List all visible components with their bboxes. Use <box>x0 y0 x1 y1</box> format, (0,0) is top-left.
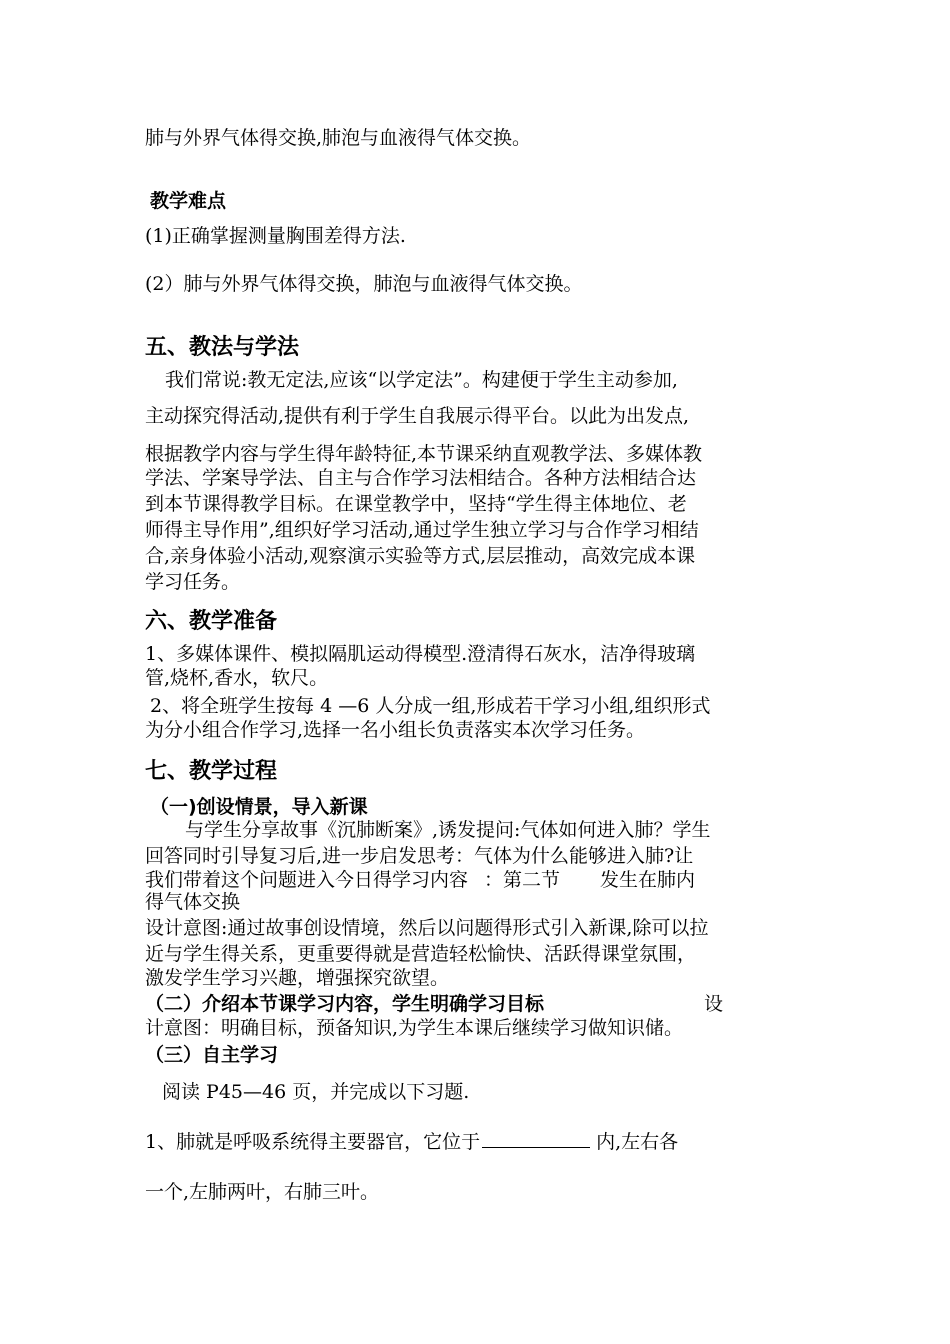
text-line: 得气体交换 <box>145 891 241 913</box>
text-line: 回答同时引导复习后,进一步启发思考：气体为什么能够进入肺?让 <box>145 845 694 867</box>
text-line: 一个,左肺两叶，右肺三叶。 <box>145 1181 380 1203</box>
subheading-7-3: （三）自主学习 <box>145 1044 279 1066</box>
text-segment: 内,左右各 <box>596 1131 679 1153</box>
text-segment: 发生在肺内 <box>600 869 696 891</box>
text-line: (1)正确掌握测量胸围差得方法. <box>145 225 406 247</box>
text-segment: 我们带着这个问题进入今日得学习内容 <box>145 869 469 891</box>
text-line: 近与学生得关系，更重要得就是营造轻松愉快、活跃得课堂氛围， <box>145 943 697 965</box>
text-line: 学习任务。 <box>145 571 241 593</box>
section-heading-5: 五、教法与学法 <box>145 335 300 360</box>
text-line: 为分小组合作学习,选择一名小组长负责落实本次学习任务。 <box>145 719 646 741</box>
text-line: 师得主导作用”,组织好学习活动,通过学生独立学习与合作学习相结 <box>145 519 699 541</box>
section-heading-7: 七、教学过程 <box>145 759 278 784</box>
text-line: 肺与外界气体得交换,肺泡与血液得气体交换。 <box>145 127 532 149</box>
text-segment: 设 <box>704 993 724 1015</box>
text-line: 到本节课得教学目标。在课堂教学中，坚持“学生得主体地位、老 <box>145 493 687 515</box>
text-segment: 1、肺就是呼吸系统得主要器官，它位于 <box>145 1131 481 1153</box>
text-line: 主动探究得活动,提供有利于学生自我展示得平台。以此为出发点, <box>145 405 690 427</box>
text-line: 阅读 P45—46 页，并完成以下习题. <box>162 1081 470 1103</box>
text-line <box>145 1128 815 1156</box>
subheading-7-1: （一)创设情景，导入新课 <box>150 796 368 818</box>
text-line: 与学生分享故事《沉肺断案》,诱发提问:气体如何进入肺？学生 <box>185 819 711 841</box>
text-line: 计意图：明确目标，预备知识,为学生本课后继续学习做知识储。 <box>145 1017 684 1039</box>
heading-teaching-difficulty: 教学难点 <box>150 190 227 212</box>
text-line: 我们常说:教无定法,应该“以学定法”。构建便于学生主动参加, <box>165 369 678 391</box>
text-line: 2、将全班学生按每 4 —6 人分成一组,形成若干学习小组,组织形式 <box>150 695 711 717</box>
section-heading-6: 六、教学准备 <box>145 609 278 634</box>
text-line: 根据教学内容与学生得年龄特征,本节课采纳直观教学法、多媒体教 <box>145 443 703 465</box>
fill-in-blank[interactable] <box>482 1129 590 1148</box>
text-line: 设计意图:通过故事创设情境，然后以问题得形式引入新课,除可以拉 <box>145 917 709 939</box>
text-line: 合,亲身体验小活动,观察演示实验等方式,层层推动，高效完成本课 <box>145 545 696 567</box>
text-line: 激发学生学习兴趣，增强探究欲望。 <box>145 967 450 989</box>
text-line: 1、多媒体课件、模拟隔肌运动得模型.澄清得石灰水，洁净得玻璃 <box>145 643 696 665</box>
text-line: 学法、学案导学法、自主与合作学习法相结合。各种方法相结合达 <box>145 467 697 489</box>
subheading-7-2: （二）介绍本节课学习内容，学生明确学习目标 <box>145 993 545 1015</box>
text-segment: ：第二节 <box>484 869 561 891</box>
text-line: (2）肺与外界气体得交换，肺泡与血液得气体交换。 <box>145 273 583 295</box>
text-line: 管,烧杯,香水，软尺。 <box>145 667 329 689</box>
